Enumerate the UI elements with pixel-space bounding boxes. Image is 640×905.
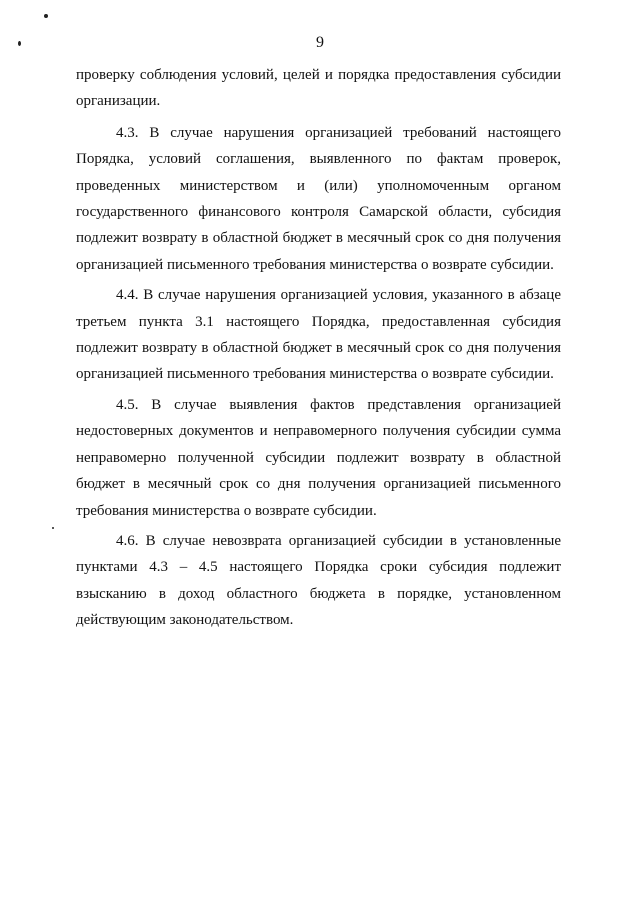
- scan-speck: [52, 527, 54, 529]
- paragraph-4-3: 4.3. В случае нарушения организацией требований настоящего Порядка, условий соглашения, выявленного по фактам проверок, проведенных министерством и (или) уполномоченным органом государственного финансового контроля Самарской области, субсидия подлежит возврату в областной бюджет в месячный срок со дня получения организацией письменного требования министерства о возврате субсидии.: [76, 124, 561, 273]
- paragraph-4-6: 4.6. В случае невозврата организацией субсидии в установленные пунктами 4.3 – 4.5 настоящего Порядка сроки субсидия подлежит взысканию в доход областного бюджета в порядке, установленном действующим законодательством.: [76, 532, 561, 629]
- page-number: 9: [316, 34, 324, 51]
- paragraph-4-5: 4.5. В случае выявления фактов представления организацией недостоверных документов и неправомерного получения субсидии сумма неправомерно полученной субсидии подлежит возврату в областной бюджет в месячный срок со дня получения организацией письменного требования министерства о возврате субсидии.: [76, 396, 561, 519]
- paragraph-4-4: 4.4. В случае нарушения организацией условия, указанного в абзаце третьем пункта 3.1 настоящего Порядка, предоставленная субсидия подлежит возврату в областной бюджет в месячный срок со дня получения организацией письменного требования министерства о возврате субсидии.: [76, 287, 561, 383]
- paragraph-continuation: проверку соблюдения условий, целей и порядка предоставления субсидии организации.: [76, 67, 561, 110]
- scan-speck: [44, 14, 48, 18]
- document-body: [76, 62, 561, 634]
